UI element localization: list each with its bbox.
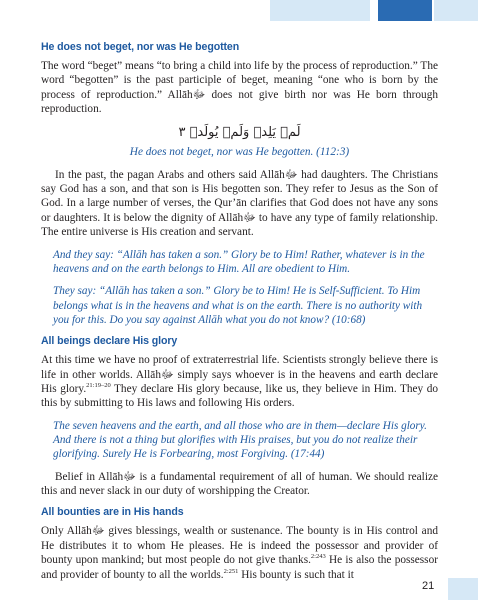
quote-taken-a-son: And they say: “Allāh has taken a son.” Glory be to Him! Rather, whatever is in the heavens and on the earth belongs to Him. All are obedient to Him. (53, 248, 425, 275)
section-heading-glory: All beings declare His glory (41, 335, 178, 348)
footnote-ref: 2:243 (310, 553, 326, 561)
section-heading-beget: He does not beget, nor was He begotten (41, 41, 240, 53)
paragraph-beget: The word “beget” means “to bring a child into life by the process of reproduction.” The word “begotten” is the past participle of beget, meaning “one who is born by the process of reproduction.” Allāhﷻ does not give birth nor was He born through reproduction. (41, 60, 438, 116)
paragraph-bounties (41, 524, 438, 582)
paragraph-belief: Belief in Allāhﷻ is a fundamental requirement of all of human. We should realize this and never slack in our duty of worshipping the Creator. (41, 470, 438, 498)
footnote-ref: 2:251 (223, 567, 239, 575)
section-heading-bounties: All bounties are in His hands (41, 506, 184, 519)
header-tab-right (434, 0, 478, 21)
page-content (41, 41, 438, 590)
corner-tab (448, 578, 478, 600)
footnote-ref: 21:19–20 (86, 382, 111, 390)
paragraph-text: Only Allāhﷻ gives blessings, wealth or sustenance. The bounty is in His control and He distributes it to whom He pleases. He is indeed the possessor and provider of bounty upon mankind; but most people do not give thanks. (41, 525, 438, 567)
header-tab-light (270, 0, 370, 21)
paragraph-text: He is also the possessor and provider of bounty to all the worlds. (41, 554, 438, 581)
paragraph-text: His bounty is such that it (238, 568, 354, 581)
verse-translation: He does not beget, nor was He begotten. (112:3) (129, 145, 350, 158)
arabic-verse: لَمۡ يَلِدۡ وَلَمۡ يُولَدۡ ٣ (178, 124, 301, 140)
paragraph-pagan-arabs: In the past, the pagan Arabs and others said Allāhﷻ had daughters. The Christians say God has a son, and that son is His begotten son. They refer to Jesus as the Son of God. In a large number of verses, the Qur’ān clarifies that God does not have any sons or daughters. It is below the dignity of Allāhﷻ to have any type of family relationship. The entire universe is His creation and servant. (41, 168, 439, 239)
header-tab-dark (378, 0, 432, 21)
paragraph-extraterrestrial (41, 353, 438, 411)
paragraph-text: They declare His glory because, like us, they believe in Him. They do this by submitting to His laws and following His orders. (41, 382, 438, 410)
quote-self-sufficient: They say: “Allāh has taken a son.” Glory be to Him! He is Self-Sufficient. To Him belongs what is in the heavens and what is on the earth. There is no authority with you for this. Do you say against Allāh what you do not know? (10:68) (53, 285, 423, 326)
quote-seven-heavens: The seven heavens and the earth, and all those who are in them—declare His glory. And there is not a thing but glorifies with His praises, but you do not realize their glorifying. Surely He is Forbearing, most Forgiving. (17:44) (53, 419, 427, 461)
page-number: 21 (422, 580, 435, 592)
paragraph-text: At this time we have no proof of extraterrestrial life. Scientists strongly believe there is life in other worlds. Allāhﷻ simply says whoever is in the heavens and earth declare His glory. (41, 354, 438, 395)
